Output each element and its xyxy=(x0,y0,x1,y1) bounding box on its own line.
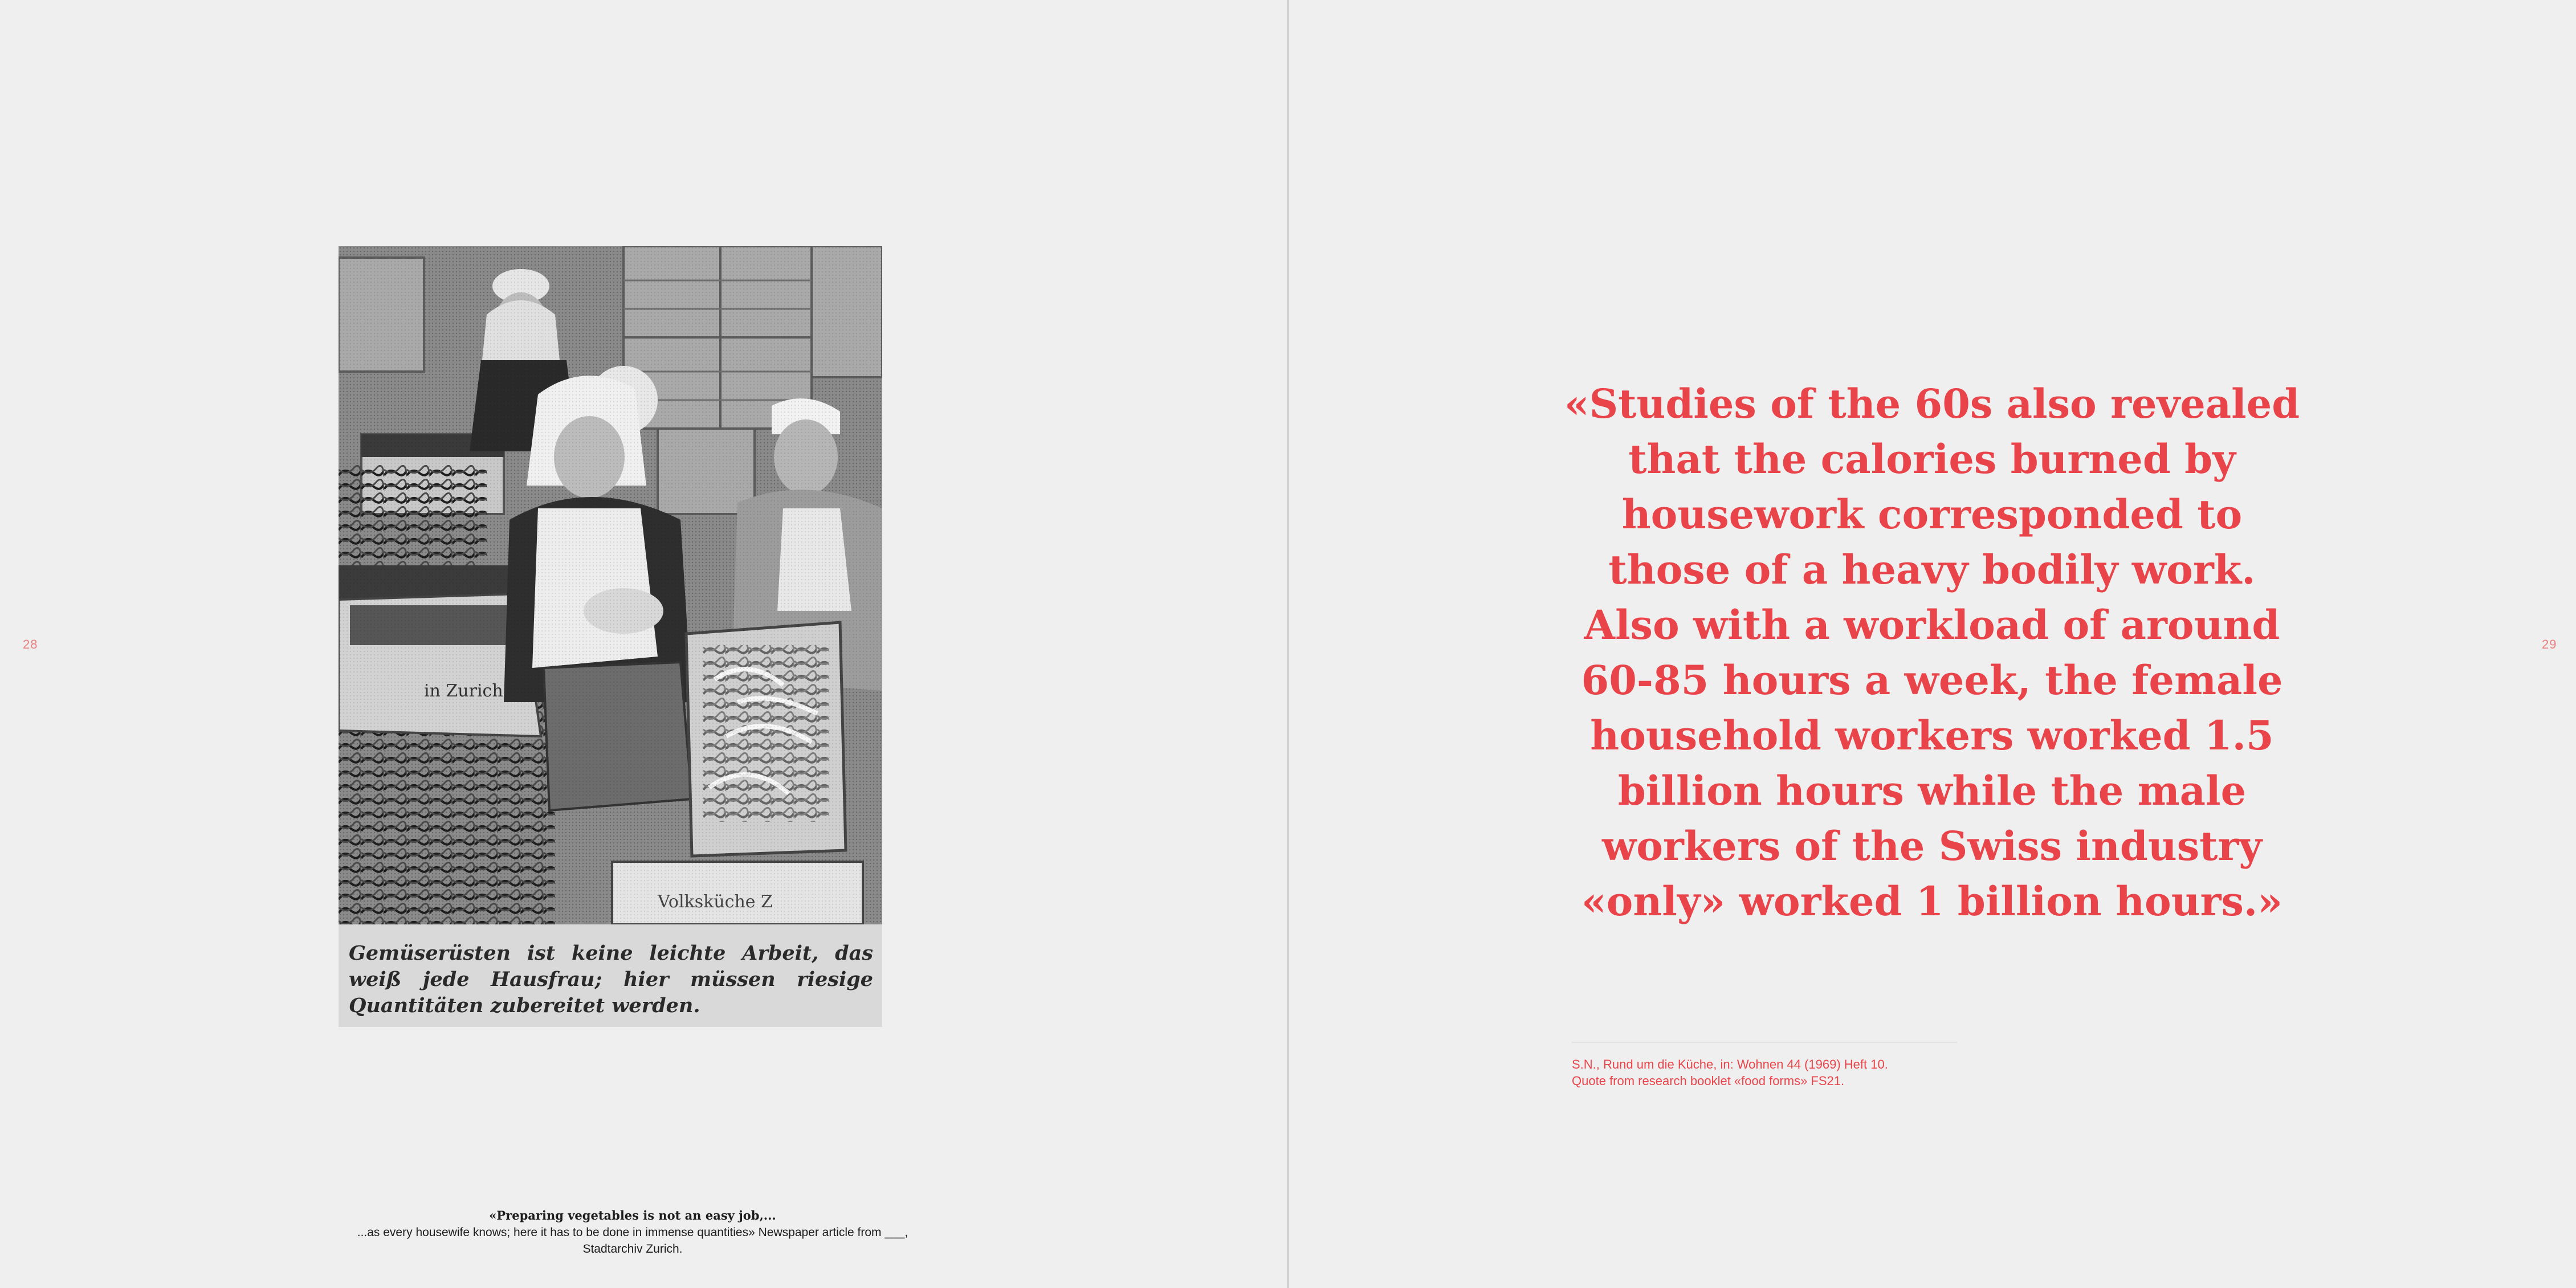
page-number-left: 28 xyxy=(23,637,38,651)
photo-caption: Gemüserüsten ist keine leichte Arbeit, das weiß jede Hausfrau; hier müssen riesige Quantitäten zubereitet werden. xyxy=(349,941,873,1017)
figure-caption xyxy=(319,1207,946,1257)
figure-caption-title: «Preparing vegetables is not an easy job,... xyxy=(489,1208,776,1222)
source-line-1: S.N., Rund um die Küche, in: Wohnen 44 (1969) Heft 10. xyxy=(1572,1057,1888,1071)
figure-caption-line-2: Stadtarchiv Zurich. xyxy=(582,1242,683,1256)
source-divider xyxy=(1572,1042,1957,1043)
source-line-2: Quote from research booklet «food forms» FS21. xyxy=(1572,1074,1845,1088)
archival-photo xyxy=(339,246,882,1027)
page-number-right: 29 xyxy=(2542,637,2557,651)
source-note xyxy=(1572,1056,2085,1089)
photo-illustration xyxy=(339,246,882,1027)
left-page xyxy=(0,0,1287,1288)
figure-caption-line-1: ...as every housewife knows; here it has to be done in immense quantities» Newspaper article from ___, xyxy=(357,1226,908,1239)
pull-quote: «Studies of the 60s also revealed that the calories burned by housework corresponded to those of a heavy bodily work. Also with a workload of around 60-85 hours a week, the female household workers worked 1.5 billion hours while the male workers of the Swiss industry «only» worked 1 billion hours.» xyxy=(1564,380,2300,925)
